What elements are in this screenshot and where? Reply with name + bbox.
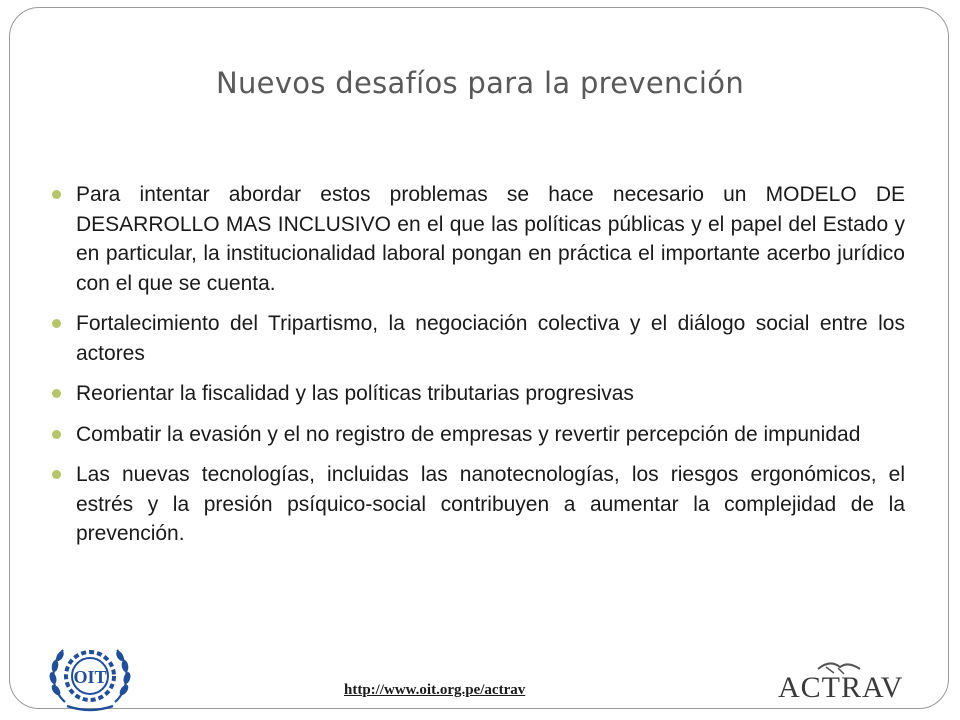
bullet-text: Combatir la evasión y el no registro de empresas y revertir percepción de impunidad <box>76 422 861 446</box>
bullet-marker <box>52 430 61 439</box>
bullet-text: Reorientar la fiscalidad y las políticas tributarias progresivas <box>76 382 634 405</box>
bullet-item <box>50 379 905 409</box>
bullet-marker <box>52 470 61 479</box>
bullet-text: Las nuevas tecnologías, incluidas las nanotecnologías, los riesgos ergonómicos, el estrés y la presión psíquico-social contribuyen a aumentar la complejidad de la prevención. <box>76 463 905 545</box>
actrav-logo <box>778 655 908 705</box>
bullet-text: Fortalecimiento del Tripartismo, la negociación colectiva y el diálogo social entre los actores <box>76 312 905 365</box>
oit-logo-text: OIT <box>73 667 107 687</box>
bullet-list <box>50 180 905 560</box>
oit-logo <box>45 640 135 712</box>
bullet-item <box>50 309 905 368</box>
bullet-text: Para intentar abordar estos problemas se hace necesario un MODELO DE DESARROLLO MAS INCLUSIVO en el que las políticas públicas y el papel del Estado y en particular, la institucionalidad laboral pongan en práctica el importante acerbo jurídico con el que se cuenta. <box>76 183 905 295</box>
bullet-item <box>50 180 905 298</box>
actrav-logo-text: ACTRAV <box>778 671 904 704</box>
bullet-marker <box>52 190 61 199</box>
bullet-marker <box>52 389 61 398</box>
footer-url-link[interactable]: http://www.oit.org.pe/actrav <box>344 682 526 698</box>
bullet-marker <box>52 319 61 328</box>
slide-title: Nuevos desafíos para la prevención <box>216 66 744 100</box>
bullet-item <box>50 420 905 450</box>
bullet-item <box>50 460 905 549</box>
